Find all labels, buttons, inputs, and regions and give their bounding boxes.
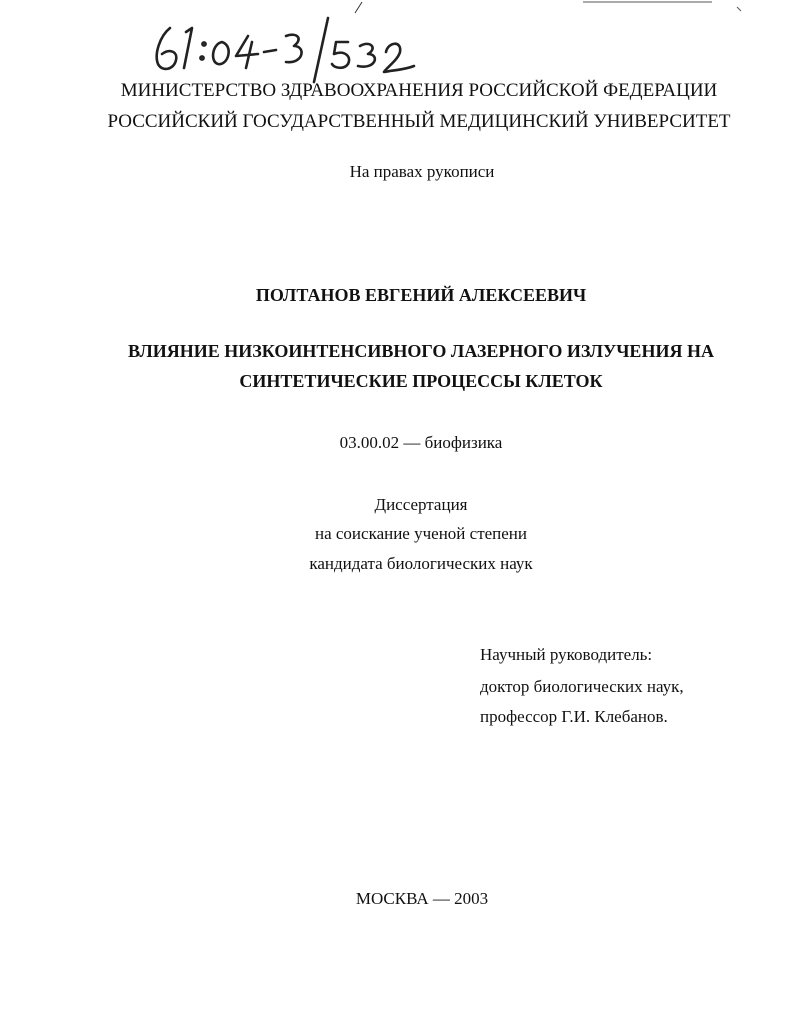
author-name: ПОЛТАНОВ ЕВГЕНИЙ АЛЕКСЕЕВИЧ (255, 285, 587, 305)
degree-purpose: на соискание ученой степени (314, 524, 528, 543)
university-heading: РОССИЙСКИЙ ГОСУДАРСТВЕННЫЙ МЕДИЦИНСКИЙ УНИВЕРСИТЕТ (107, 111, 731, 132)
advisor-name: профессор Г.И. Клебанов. (480, 707, 668, 726)
dissertation-type: Диссертация (374, 495, 468, 514)
degree-name: кандидата биологических наук (309, 554, 533, 573)
ministry-heading: МИНИСТЕРСТВО ЗДРАВООХРАНЕНИЯ РОССИЙСКОЙ ФЕДЕРАЦИИ (120, 80, 718, 101)
scan-speck (737, 7, 741, 11)
thesis-title-line-1: ВЛИЯНИЕ НИЗКОИНТЕНСИВНОГО ЛАЗЕРНОГО ИЗЛУЧЕНИЯ НА (128, 341, 714, 361)
thesis-title-line-2: СИНТЕТИЧЕСКИЕ ПРОЦЕССЫ КЛЕТОК (239, 371, 603, 391)
advisor-label: Научный руководитель: (480, 645, 653, 664)
handwritten-archive-code (148, 6, 423, 84)
city-year: МОСКВА — 2003 (355, 889, 489, 908)
manuscript-status: На правах рукописи (349, 162, 495, 181)
advisor-degree: доктор биологических наук, (480, 677, 684, 696)
specialty-code: 03.00.02 — биофизика (339, 433, 503, 452)
